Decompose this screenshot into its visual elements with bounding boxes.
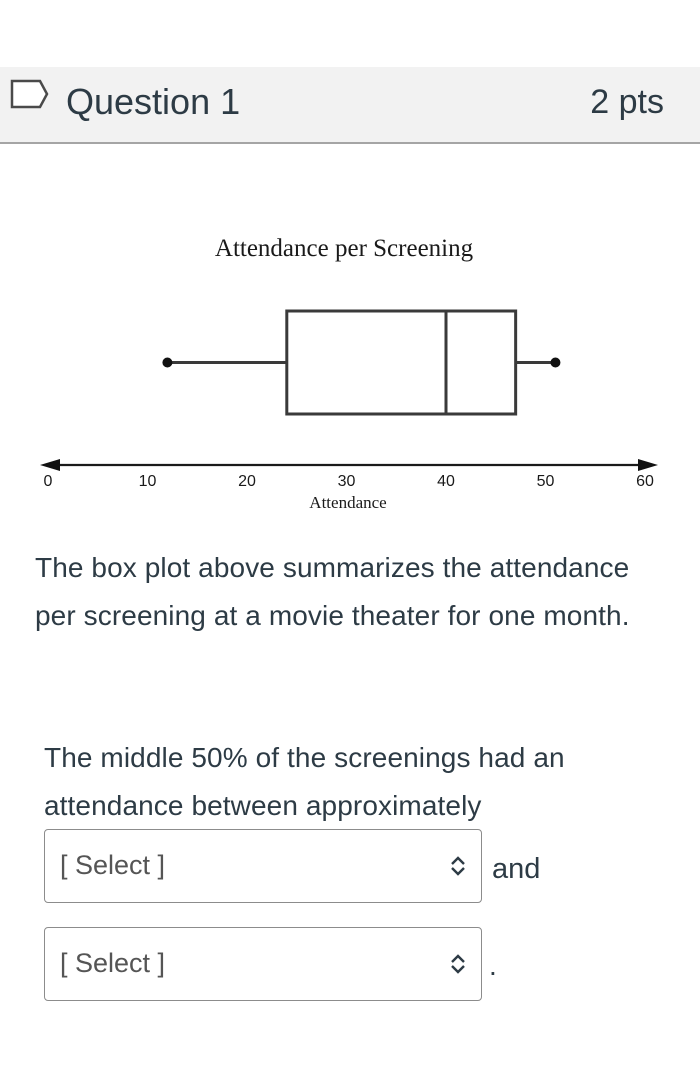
max-point: [550, 358, 560, 368]
left-arrow-icon: [40, 459, 60, 471]
tick-label: 40: [437, 473, 455, 490]
tick-label: 30: [337, 473, 356, 490]
upper-bound-select-value: [ Select ]: [60, 948, 166, 978]
tick-label: 10: [138, 473, 157, 490]
chart-title: Attendance per Screening: [214, 235, 474, 262]
up-down-chevron-icon: [449, 854, 467, 878]
tick-label: 0: [43, 473, 53, 490]
upper-bound-select[interactable]: [44, 927, 482, 1001]
right-arrow-icon: [638, 459, 658, 471]
iqr-box: [287, 311, 516, 414]
tick-label: 50: [536, 473, 555, 490]
box-plot-svg: [0, 225, 700, 525]
x-axis-label: Attendance: [309, 493, 387, 512]
tick-label: 60: [636, 473, 654, 490]
question-points: 2 pts: [590, 83, 664, 121]
flag-outline-icon[interactable]: [10, 78, 50, 112]
question-description: The box plot above summarizes the attendance per screening at a movie theater for one month.: [35, 552, 630, 631]
connector-text: and: [492, 853, 541, 885]
question-prompt: The middle 50% of the screenings had an attendance between approximately: [44, 742, 565, 821]
end-punctuation: .: [489, 950, 497, 981]
lower-bound-select[interactable]: [44, 829, 482, 903]
up-down-chevron-icon: [449, 952, 467, 976]
lower-bound-select-value: [ Select ]: [60, 850, 166, 880]
min-point: [162, 358, 172, 368]
box-plot-chart: [0, 225, 700, 525]
tick-label: 20: [238, 473, 256, 490]
question-title: Question 1: [66, 81, 241, 122]
